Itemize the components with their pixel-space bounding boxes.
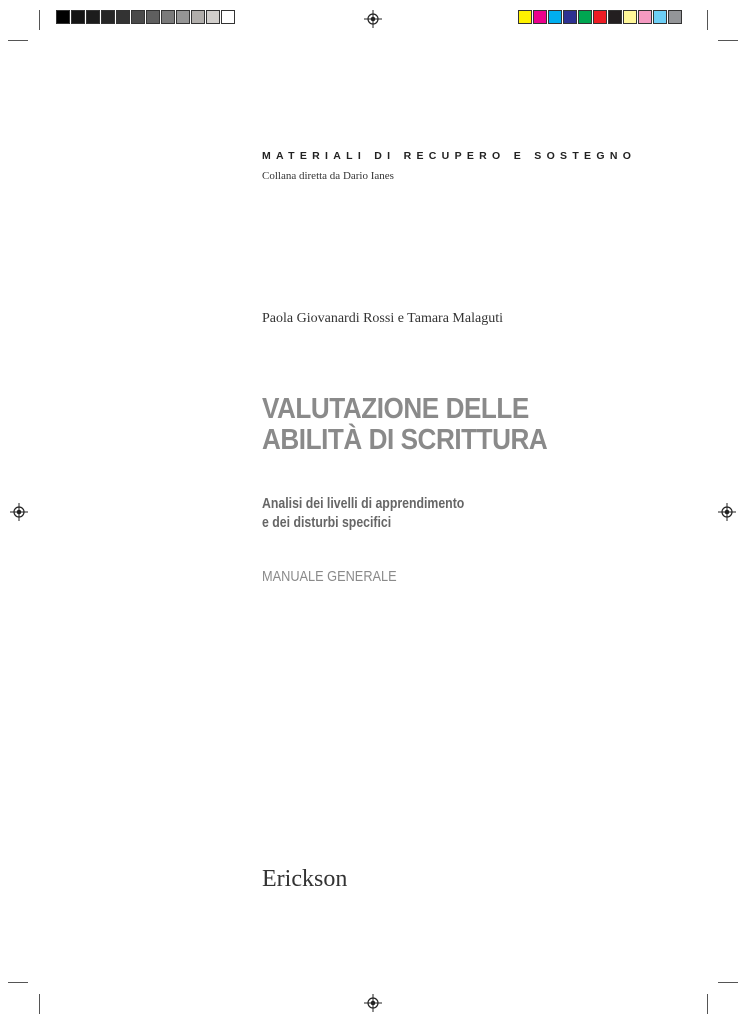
book-subtitle: [262, 494, 464, 532]
gray-swatch-9: [176, 10, 190, 24]
color-swatch-7: [608, 10, 622, 24]
gray-swatch-1: [56, 10, 70, 24]
color-swatch-8: [623, 10, 637, 24]
series-name: MATERIALI DI RECUPERO E SOSTEGNO: [262, 150, 637, 162]
registration-mark-right-icon: [718, 503, 736, 521]
crop-mark-bottom-left-vertical: [39, 994, 40, 1014]
color-calibration-bar: [518, 10, 683, 24]
gray-swatch-6: [131, 10, 145, 24]
gray-swatch-12: [221, 10, 235, 24]
crop-mark-bottom-right-horizontal: [718, 982, 738, 983]
color-swatch-9: [638, 10, 652, 24]
gray-swatch-5: [116, 10, 130, 24]
book-title-line-2: ABILITÀ DI SCRITTURA: [262, 424, 548, 456]
gray-calibration-bar: [56, 10, 236, 24]
volume-label: MANUALE GENERALE: [262, 568, 397, 585]
color-swatch-10: [653, 10, 667, 24]
book-title: [262, 394, 547, 456]
crop-mark-bottom-left-horizontal: [8, 982, 28, 983]
series-editor: Collana diretta da Dario Ianes: [262, 170, 394, 182]
color-swatch-1: [518, 10, 532, 24]
registration-mark-bottom-icon: [364, 994, 382, 1012]
gray-swatch-3: [86, 10, 100, 24]
gray-swatch-2: [71, 10, 85, 24]
color-swatch-2: [533, 10, 547, 24]
color-swatch-11: [668, 10, 682, 24]
crop-mark-top-right-horizontal: [718, 40, 738, 41]
registration-mark-left-icon: [10, 503, 28, 521]
book-title-line-1: VALUTAZIONE DELLE: [262, 393, 529, 425]
book-subtitle-line-1: Analisi dei livelli di apprendimento: [262, 495, 465, 512]
crop-mark-top-left-horizontal: [8, 40, 28, 41]
color-swatch-4: [563, 10, 577, 24]
crop-mark-top-right-vertical: [707, 10, 708, 30]
gray-swatch-8: [161, 10, 175, 24]
color-swatch-5: [578, 10, 592, 24]
crop-mark-top-left-vertical: [39, 10, 40, 30]
gray-swatch-11: [206, 10, 220, 24]
crop-mark-bottom-right-vertical: [707, 994, 708, 1014]
gray-swatch-10: [191, 10, 205, 24]
publisher-name: Erickson: [262, 866, 348, 892]
gray-swatch-7: [146, 10, 160, 24]
color-swatch-6: [593, 10, 607, 24]
book-subtitle-line-2: e dei disturbi specifici: [262, 514, 392, 531]
gray-swatch-4: [101, 10, 115, 24]
registration-mark-top-icon: [364, 10, 382, 28]
color-swatch-3: [548, 10, 562, 24]
book-authors: Paola Giovanardi Rossi e Tamara Malaguti: [262, 311, 503, 326]
